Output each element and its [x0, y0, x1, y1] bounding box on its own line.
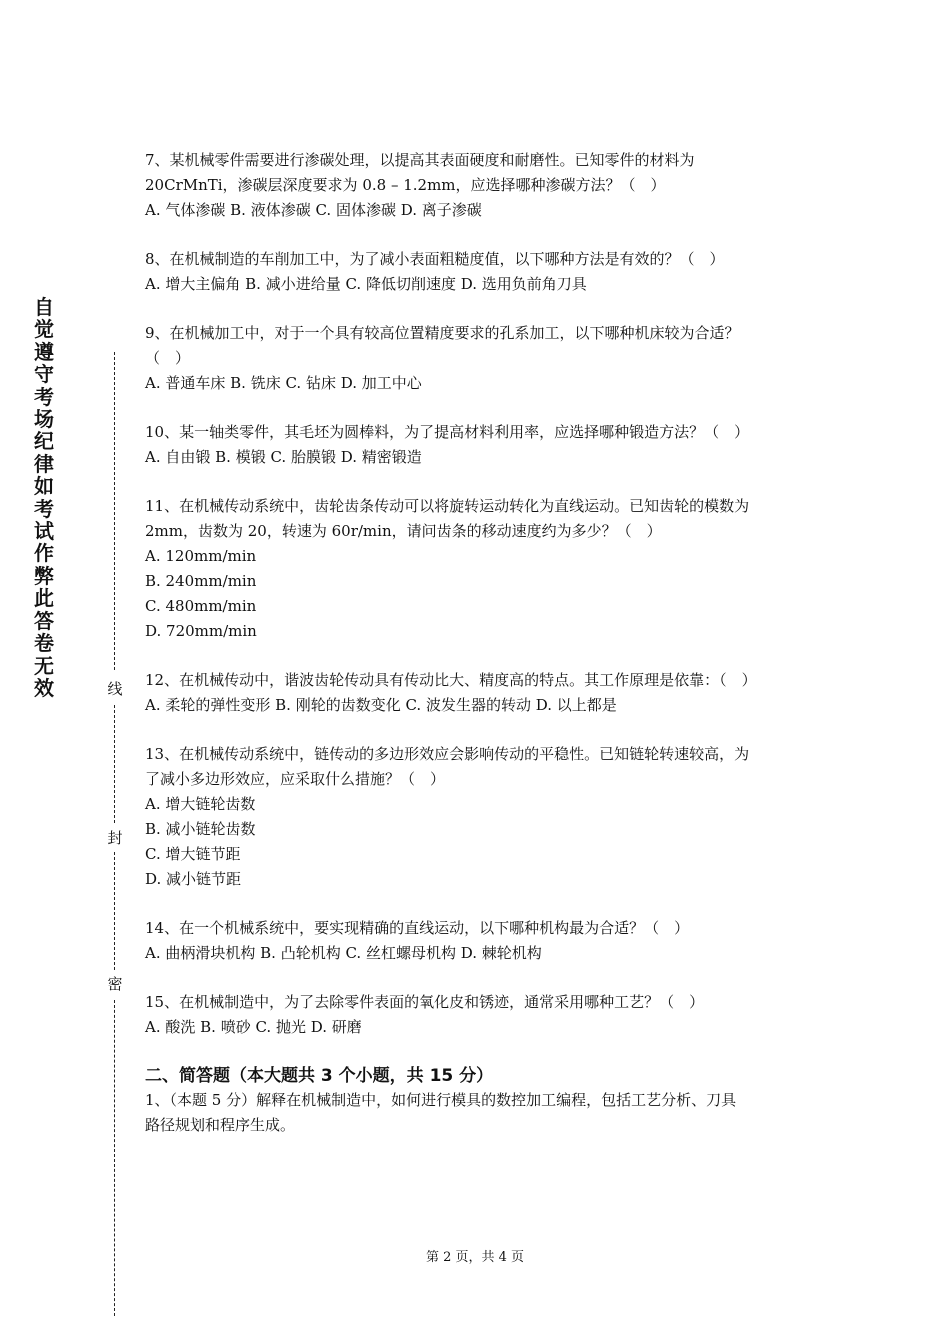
question-options: A. 柔轮的弹性变形 B. 刚轮的齿数变化 C. 波发生器的转动 D. 以上都是: [145, 696, 617, 714]
warning-char: 无: [34, 653, 54, 678]
question-item: [145, 990, 817, 1040]
question-item: [145, 321, 817, 396]
warning-char: 试: [34, 519, 54, 544]
question-options: A. 曲柄滑块机构 B. 凸轮机构 C. 丝杠螺母机构 D. 棘轮机构: [145, 944, 542, 962]
warning-char: 考: [34, 496, 54, 521]
question-options: A. 酸洗 B. 喷砂 C. 抛光 D. 研磨: [145, 1018, 362, 1036]
question-options: A. 增大主偏角 B. 减小进给量 C. 降低切削速度 D. 选用负前角刀具: [145, 275, 587, 293]
warning-char: 弊: [34, 563, 54, 588]
question-options: D. 减小链节距: [145, 870, 242, 888]
question-stem: 15、在机械制造中，为了去除零件表面的氧化皮和锈迹，通常采用哪种工艺？（ ）: [145, 993, 705, 1011]
question-stem: 9、在机械加工中，对于一个具有较高位置精度要求的孔系加工，以下哪种机床较为合适？: [145, 324, 740, 342]
question-stem: 12、在机械传动中，谐波齿轮传动具有传动比大、精度高的特点。其工作原理是依靠：（ ）: [145, 671, 757, 689]
question-stem: 20CrMnTi，渗碳层深度要求为 0.8 – 1.2mm，应选择哪种渗碳方法？（ ）: [145, 176, 666, 194]
exam-warning-vertical: [30, 296, 58, 699]
warning-char: 答: [34, 608, 54, 633]
warning-char: 遵: [34, 339, 54, 364]
short-answer-q1-line: 路径规划和程序生成。: [145, 1116, 296, 1134]
question-stem: 14、在一个机械系统中，要实现精确的直线运动，以下哪种机构最为合适？（ ）: [145, 919, 690, 937]
short-answer-q1-line: 1、（本题 5 分）解释在机械制造中，如何进行模具的数控加工编程，包括工艺分析、刀具: [145, 1091, 737, 1109]
page-footer: 第 2 页，共 4 页: [425, 1250, 525, 1265]
question-item: [145, 668, 817, 718]
exam-content: [145, 148, 817, 1138]
question-stem: 了减小多边形效应，应采取什么措施？（ ）: [145, 770, 446, 788]
question-item: [145, 247, 817, 297]
warning-char: 考: [34, 384, 54, 409]
warning-char: 自: [34, 295, 54, 319]
warning-char: 律: [34, 451, 54, 476]
question-options: A. 自由锻 B. 模锻 C. 胎膜锻 D. 精密锻造: [145, 448, 422, 466]
question-options: A. 普通车床 B. 铣床 C. 钻床 D. 加工中心: [145, 374, 422, 392]
warning-char: 效: [34, 675, 54, 700]
section-title: 二、简答题（本大题共 3 个小题，共 15 分）: [145, 1066, 494, 1086]
question-options: A. 增大链轮齿数: [145, 795, 256, 813]
question-stem: （ ）: [145, 349, 191, 367]
seal-label-feng: 封: [107, 829, 123, 847]
question-stem: 8、在机械制造的车削加工中，为了减小表面粗糙度值，以下哪种方法是有效的？（ ）: [145, 250, 725, 268]
question-options: C. 480mm/min: [145, 597, 257, 615]
warning-char: 场: [34, 407, 54, 432]
question-options: B. 减小链轮齿数: [145, 820, 256, 838]
question-list: [145, 148, 817, 1040]
question-options: D. 720mm/min: [145, 622, 257, 640]
seal-dashed-line: [114, 852, 115, 970]
seal-dashed-line: [114, 705, 115, 823]
question-item: [145, 916, 817, 966]
question-stem: 11、在机械传动系统中，齿轮齿条传动可以将旋转运动转化为直线运动。已知齿轮的模数为: [145, 497, 750, 515]
seal-label-mi: 密: [107, 975, 123, 993]
question-stem: 2mm，齿数为 20，转速为 60r/min，请问齿条的移动速度约为多少？（ ）: [145, 522, 662, 540]
question-options: C. 增大链节距: [145, 845, 241, 863]
question-item: [145, 148, 817, 223]
warning-char: 守: [34, 362, 54, 387]
warning-char: 作: [34, 541, 54, 566]
question-options: A. 气体渗碳 B. 液体渗碳 C. 固体渗碳 D. 离子渗碳: [145, 201, 482, 219]
question-stem: 13、在机械传动系统中，链传动的多边形效应会影响传动的平稳性。已知链轮转速较高，为: [145, 745, 750, 763]
question-stem: 10、某一轴类零件，其毛坯为圆棒料，为了提高材料利用率，应选择哪种锻造方法？（ ）: [145, 423, 750, 441]
warning-char: 卷: [34, 631, 54, 656]
warning-char: 此: [34, 586, 54, 611]
question-item: [145, 742, 817, 892]
warning-char: 纪: [34, 429, 54, 454]
question-options: B. 240mm/min: [145, 572, 257, 590]
question-options: A. 120mm/min: [145, 547, 257, 565]
warning-char: 如: [34, 474, 54, 499]
question-item: [145, 420, 817, 470]
warning-char: 觉: [34, 317, 54, 342]
question-item: [145, 494, 817, 644]
seal-dashed-line: [114, 1000, 115, 1316]
question-stem: 7、某机械零件需要进行渗碳处理，以提高其表面硬度和耐磨性。已知零件的材料为: [145, 151, 695, 169]
seal-dashed-line: [114, 352, 115, 670]
seal-label-xian: 线: [107, 680, 123, 698]
